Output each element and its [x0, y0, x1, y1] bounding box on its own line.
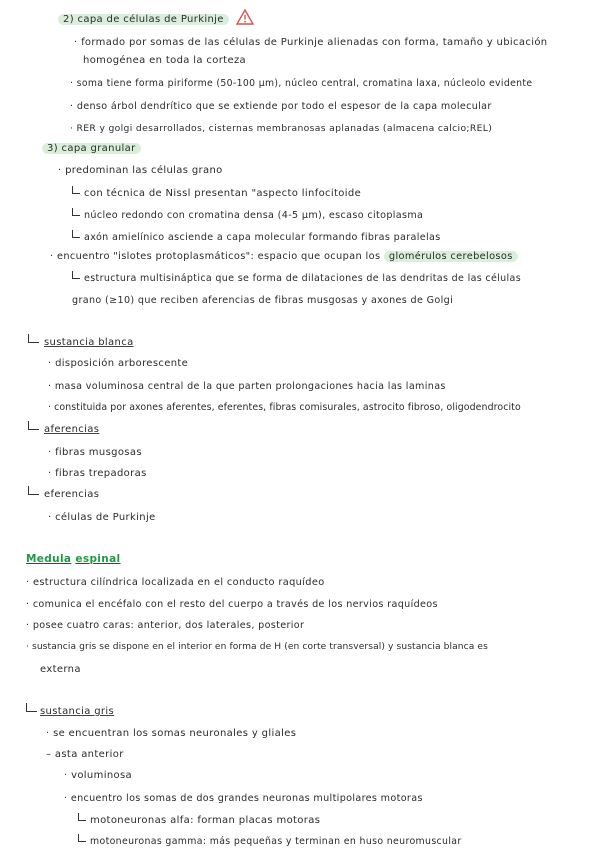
section-sustancia-gris: sustancia gris [40, 706, 115, 717]
section-eferencias: eferencias [44, 489, 100, 500]
bullet-line: · estructura cilíndrica localizada en el conducto raquídeo [26, 577, 325, 588]
bullet-line: · predominan las células grano [58, 165, 223, 176]
heading-granular-layer: 3) capa granular [42, 142, 141, 155]
bullet-line: · RER y golgi desarrollados, cisternas membranosas aplanadas (almacena calcio;REL) [70, 123, 493, 134]
bullet-line: · fibras trepadoras [48, 468, 147, 479]
bullet-line: · fibras musgosas [48, 447, 142, 458]
continuation-line: externa [40, 664, 81, 675]
bullet-line: · masa voluminosa central de la que parten prolongaciones hacia las laminas [48, 381, 446, 392]
sub-item-line: motoneuronas gamma: más pequeñas y terminan en huso neuromuscular [78, 834, 462, 848]
heading-medula-espinal: Medula espinal [26, 553, 121, 565]
corner-arrow-icon [26, 703, 37, 712]
heading-text: 2) capa de células de Purkinje [58, 14, 229, 25]
sub-item-line: motoneuronas alfa: forman placas motoras [78, 813, 320, 827]
corner-arrow-icon [78, 834, 86, 842]
dash-line: – asta anterior [46, 749, 124, 760]
bullet-line: · posee cuatro caras: anterior, dos laterales, posterior [26, 620, 305, 631]
sub-item-line: estructura multisináptica que se forma de dilataciones de las dendritas de las células [72, 271, 521, 285]
bullet-line: · células de Purkinje [48, 512, 156, 523]
sub-item-line: con técnica de Nissl presentan "aspecto linfocitoide [72, 186, 361, 200]
bullet-line: · se encuentran los somas neuronales y gliales [46, 728, 297, 739]
section-sustancia-blanca: sustancia blanca [44, 337, 134, 348]
bullet-line: · encuentro "islotes protoplasmáticos": espacio que ocupan los glomérulos cerebelosos [50, 250, 518, 263]
corner-arrow-icon [78, 813, 86, 821]
corner-arrow-icon [72, 271, 80, 279]
bullet-line: · sustancia gris se dispone en el interior en forma de H (en corte transversal) y sustancia blanca es [26, 642, 488, 652]
section-aferencias: aferencias [44, 424, 100, 435]
bullet-line: · soma tiene forma piriforme (50-100 µm), núcleo central, cromatina laxa, núcleolo evidente [70, 78, 533, 89]
corner-arrow-icon [28, 334, 39, 343]
corner-arrow-icon [72, 186, 80, 194]
bullet-line: · denso árbol dendrítico que se extiende por todo el espesor de la capa molecular [70, 101, 492, 112]
continuation-line: grano (≥10) que reciben aferencias de fibras musgosas y axones de Golgi [72, 295, 454, 306]
sub-item-line: axón amielínico asciende a capa molecular formando fibras paralelas [72, 230, 441, 244]
sub-item-line: núcleo redondo con cromatina densa (4-5 µm), escaso citoplasma [72, 208, 423, 222]
corner-arrow-icon [72, 230, 80, 238]
bullet-line: · constituida por axones aferentes, eferentes, fibras comisurales, astrocito fibroso, oligodendrocito [48, 402, 521, 413]
bullet-line: · comunica el encéfalo con el resto del cuerpo a través de los nervios raquídeos [26, 599, 438, 610]
bullet-line: · formado por somas de las células de Purkinje alienadas con forma, tamaño y ubicación [74, 37, 548, 48]
heading-purkinje-layer [58, 9, 254, 26]
bullet-line: · voluminosa [64, 770, 133, 781]
bullet-line: · disposición arborescente [48, 358, 189, 369]
warning-triangle-icon [236, 9, 254, 25]
corner-arrow-icon [28, 421, 39, 430]
bullet-line: · encuentro los somas de dos grandes neuronas multipolares motoras [64, 793, 423, 804]
corner-arrow-icon [72, 208, 80, 216]
corner-arrow-icon [28, 486, 39, 495]
continuation-line: homogénea en toda la corteza [83, 55, 247, 66]
